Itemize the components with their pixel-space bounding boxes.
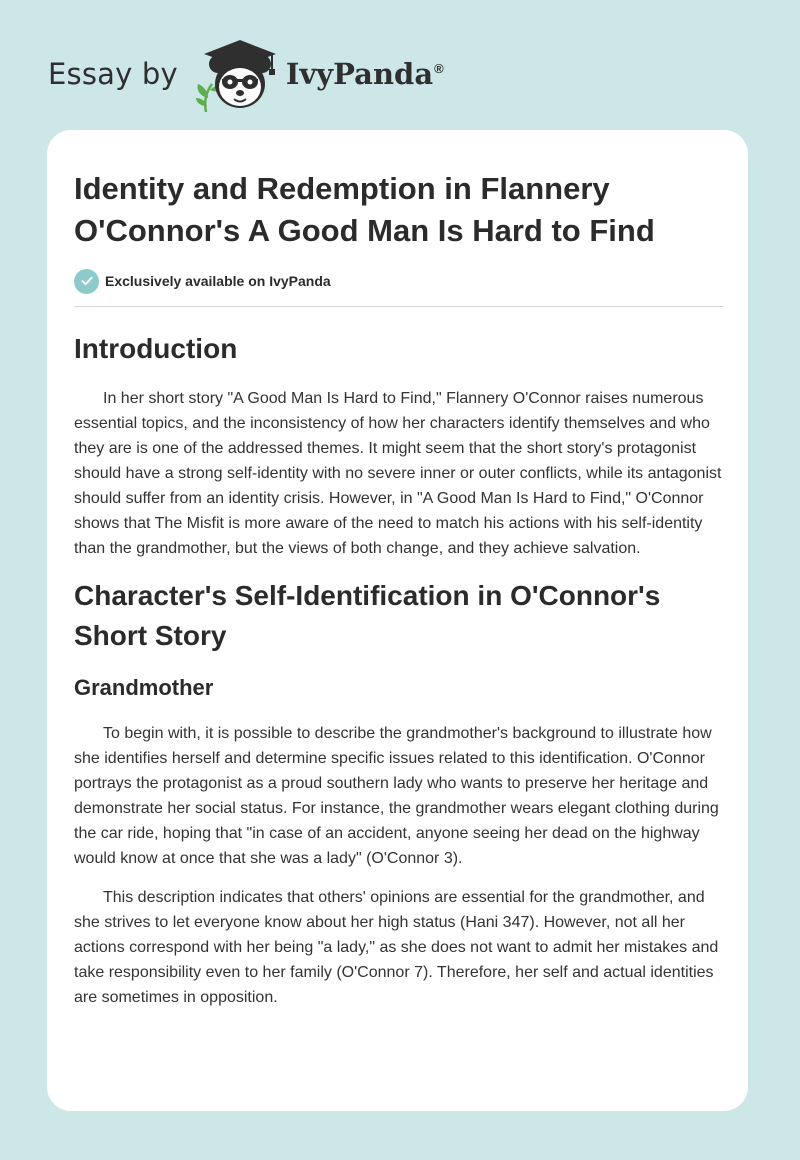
- paragraph: In her short story "A Good Man Is Hard to Find," Flannery O'Connor raises numerous essential topics, and the inconsistency of how her characters identify themselves and who they are is one of the addressed themes. It might seem that the short story's protagonist should have a strong self-identity with no severe inner or outer conflicts, while its antagonist should suffer from an identity crisis. However, in "A Good Man Is Hard to Find," O'Connor shows that The Misfit is more aware of the need to match his actions with his self-identity than the grandmother, but the views of both change, and they achieve salvation.: [74, 390, 722, 557]
- site-header: [48, 34, 444, 114]
- brand-prefix: Essay by: [48, 57, 178, 91]
- section-self-identification: [74, 576, 722, 1010]
- subsection-heading-grandmother: Grandmother: [74, 675, 214, 700]
- section-heading-introduction: Introduction: [74, 333, 238, 364]
- registered-mark: ®: [434, 61, 444, 77]
- panda-graduate-icon[interactable]: [192, 34, 280, 114]
- brand-name[interactable]: [286, 57, 444, 91]
- section-heading-self-identification: Character's Self-Identification in O'Connor's Short Story: [74, 580, 661, 651]
- check-circle-icon: [74, 269, 99, 294]
- section-introduction: [74, 329, 722, 561]
- essay-card: [47, 130, 748, 1111]
- essay-title: Identity and Redemption in Flannery O'Connor's A Good Man Is Hard to Find: [74, 171, 655, 248]
- brand-name-text: IvyPanda: [285, 57, 434, 91]
- paragraph: This description indicates that others' opinions are essential for the grandmother, and she strives to let everyone know about her high status (Hani 347). However, not all her actions correspond with her being "a lady," as she does not want to admit her mistakes and take responsibility even to her family (O'Connor 7). Therefore, her self and actual identities are sometimes in opposition.: [74, 889, 719, 1006]
- exclusive-badge-text: Exclusively available on IvyPanda: [105, 273, 331, 289]
- subsection-grandmother: [74, 673, 722, 1010]
- exclusive-badge: [74, 268, 722, 294]
- title-divider: [74, 306, 723, 307]
- paragraph: To begin with, it is possible to describe the grandmother's background to illustrate how she identifies herself and determine specific issues related to this identification. O'Connor portrays the protagonist as a proud southern lady who wants to preserve her heritage and demonstrate her social status. For instance, the grandmother wears elegant clothing during the car ride, hoping that "in case of an accident, anyone seeing her dead on the highway would know at once that she was a lady" (O'Connor 3).: [74, 725, 719, 867]
